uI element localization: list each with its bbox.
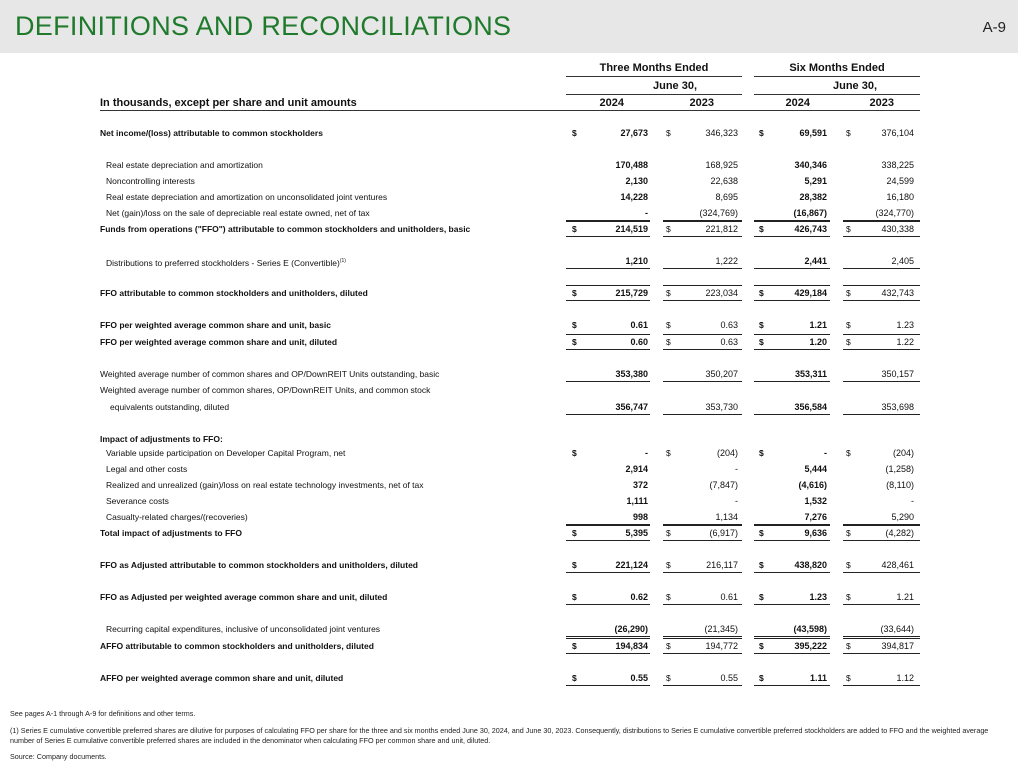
cell-value: -: [645, 448, 648, 458]
row-label: FFO as Adjusted attributable to common stockholders and unitholders, diluted: [100, 560, 418, 570]
row-label: Casualty-related charges/(recoveries): [106, 512, 248, 522]
cell-value: 338,225: [881, 160, 914, 170]
cell-value: 0.55: [630, 673, 648, 683]
row-label: Variable upside participation on Developer Capital Program, net: [106, 448, 346, 458]
cell-value: 214,519: [615, 224, 648, 234]
row-rule: [566, 653, 650, 654]
table-row: [0, 318, 1018, 332]
row-rule: [754, 236, 830, 237]
currency-symbol: $: [759, 337, 764, 347]
row-label: FFO as Adjusted per weighted average common share and unit, diluted: [100, 592, 388, 602]
currency-symbol: $: [666, 448, 671, 458]
currency-symbol: $: [666, 128, 671, 138]
currency-symbol: $: [759, 528, 764, 538]
row-rule: [566, 334, 650, 335]
row-rule: [566, 236, 650, 237]
footnote-see-pages: See pages A-1 through A-9 for definitions and other terms.: [10, 709, 196, 718]
row-rule: [754, 414, 830, 415]
currency-symbol: $: [572, 224, 577, 234]
row-rule: [566, 268, 650, 269]
cell-value: 1.23: [809, 592, 827, 602]
row-rule: [663, 334, 742, 335]
cell-value: 1,532: [804, 496, 827, 506]
cell-value: 215,729: [615, 288, 648, 298]
row-rule: [754, 685, 830, 686]
currency-symbol: $: [846, 288, 851, 298]
currency-symbol: $: [759, 128, 764, 138]
row-label: Legal and other costs: [106, 464, 188, 474]
cell-value: (33,644): [880, 624, 914, 634]
row-rule: [566, 381, 650, 382]
cell-value: 22,638: [710, 176, 738, 186]
currency-symbol: $: [572, 673, 577, 683]
row-label: FFO per weighted average common share and unit, basic: [100, 320, 331, 330]
row-label: Total impact of adjustments to FFO: [100, 528, 242, 538]
currency-symbol: $: [759, 288, 764, 298]
cell-value: 2,914: [625, 464, 648, 474]
row-label: Severance costs: [106, 496, 169, 506]
table-row: [0, 622, 1018, 636]
cell-value: 1.20: [809, 337, 827, 347]
currency-symbol: $: [846, 673, 851, 683]
table-row: [0, 174, 1018, 188]
col-header-3m-2024: 2024: [599, 97, 624, 109]
row-rule: [754, 300, 830, 301]
currency-symbol: $: [759, 224, 764, 234]
cell-value: (324,769): [699, 208, 738, 218]
row-rule: [663, 525, 742, 526]
currency-symbol: $: [846, 224, 851, 234]
table-row: [0, 446, 1018, 460]
cell-value: (324,770): [875, 208, 914, 218]
row-rule: [663, 604, 742, 605]
row-rule: [566, 604, 650, 605]
cell-value: 5,444: [804, 464, 827, 474]
row-rule: [754, 653, 830, 654]
cell-value: 28,382: [799, 192, 827, 202]
row-rule: [754, 268, 830, 269]
cell-value: 2,441: [804, 256, 827, 266]
row-label: Real estate depreciation and amortization on unconsolidated joint ventures: [106, 192, 388, 202]
currency-symbol: $: [759, 448, 764, 458]
row-rule: [663, 540, 742, 541]
cell-value: 1,111: [626, 496, 648, 506]
footnote-source: Source: Company documents.: [10, 752, 107, 761]
currency-symbol: $: [759, 592, 764, 602]
row-rule: [663, 268, 742, 269]
cell-value: 340,346: [794, 160, 827, 170]
currency-symbol: $: [572, 128, 577, 138]
row-rule: [754, 525, 830, 526]
cell-value: (4,282): [885, 528, 914, 538]
footnote-marker: (1): [339, 258, 346, 264]
row-label: FFO per weighted average common share and unit, diluted: [100, 337, 338, 347]
cell-value: 0.55: [720, 673, 738, 683]
row-rule: [754, 221, 830, 222]
cell-value: 1,210: [625, 256, 648, 266]
table-row: [0, 335, 1018, 349]
page-number: A-9: [982, 19, 1006, 36]
cell-value: (6,917): [709, 528, 738, 538]
cell-value: (204): [716, 448, 738, 458]
row-rule: [754, 636, 830, 637]
cell-value: 5,290: [891, 512, 914, 522]
cell-value: 1.23: [896, 320, 914, 330]
cell-value: 353,380: [615, 369, 648, 379]
row-rule: [566, 414, 650, 415]
cell-value: 216,117: [706, 560, 738, 570]
six-months-header: Six Months Ended: [789, 62, 885, 74]
table-row: [0, 158, 1018, 172]
row-rule: [663, 653, 742, 654]
col-header-3m-2023: 2023: [689, 97, 714, 109]
row-rule: [663, 414, 742, 415]
cell-value: 1.12: [896, 673, 914, 683]
row-rule: [663, 572, 742, 573]
row-rule: [843, 653, 920, 654]
row-rule: [663, 636, 742, 637]
table-row: [0, 190, 1018, 204]
row-rule: [754, 572, 830, 573]
three-months-header: Three Months Ended: [599, 62, 709, 74]
row-rule: [663, 685, 742, 686]
cell-value: 426,743: [794, 224, 827, 234]
table-row: [0, 383, 1018, 397]
row-rule: [754, 334, 830, 335]
cell-value: (16,867): [793, 208, 827, 218]
row-label: Real estate depreciation and amortization: [106, 160, 263, 170]
cell-value: 0.62: [630, 592, 648, 602]
row-label: Net income/(loss) attributable to common stockholders: [100, 128, 323, 138]
cell-value: (26,290): [614, 624, 648, 634]
cell-value: 353,698: [881, 402, 914, 412]
table-row: [0, 367, 1018, 381]
row-rule: [566, 685, 650, 686]
currency-symbol: $: [846, 128, 851, 138]
cell-value: 1.21: [809, 320, 827, 330]
cell-value: -: [911, 496, 914, 506]
currency-symbol: $: [666, 337, 671, 347]
row-rule: [843, 381, 920, 382]
currency-symbol: $: [572, 337, 577, 347]
table-row: [0, 462, 1018, 476]
cell-value: (4,616): [798, 480, 827, 490]
row-rule: [843, 685, 920, 686]
row-rule: [566, 221, 650, 222]
cell-value: 9,636: [804, 528, 827, 538]
row-rule: [663, 300, 742, 301]
cell-value: 350,157: [881, 369, 914, 379]
table-row: [0, 126, 1018, 140]
cell-value: 5,395: [625, 528, 648, 538]
row-rule: [663, 638, 742, 639]
currency-symbol: $: [666, 673, 671, 683]
header-bar: [0, 0, 1018, 53]
row-rule: [566, 638, 650, 639]
cell-value: 0.63: [720, 337, 738, 347]
col-header-6m-2023: 2023: [869, 97, 894, 109]
col-header-6m-2024: 2024: [785, 97, 810, 109]
row-label: Impact of adjustments to FFO:: [100, 434, 223, 444]
cell-value: 372: [632, 480, 648, 490]
cell-value: 346,323: [705, 128, 738, 138]
table-row: [0, 254, 1018, 268]
cell-value: 14,228: [620, 192, 648, 202]
table-row: [0, 286, 1018, 300]
cell-value: 0.61: [630, 320, 648, 330]
row-rule: [754, 604, 830, 605]
table-row: [0, 510, 1018, 524]
cell-value: 394,817: [881, 641, 914, 651]
row-rule: [843, 604, 920, 605]
row-rule: [663, 236, 742, 237]
currency-symbol: $: [666, 288, 671, 298]
currency-symbol: $: [666, 592, 671, 602]
cell-value: 1,222: [715, 256, 738, 266]
six-months-date: June 30,: [832, 80, 878, 92]
row-label: equivalents outstanding, diluted: [110, 402, 230, 412]
table-row: [0, 222, 1018, 236]
currency-symbol: $: [572, 448, 577, 458]
row-label: FFO attributable to common stockholders and unitholders, diluted: [100, 288, 368, 298]
row-rule: [566, 349, 650, 350]
cell-value: (204): [892, 448, 914, 458]
row-label: Recurring capital expenditures, inclusive of unconsolidated joint ventures: [106, 624, 381, 634]
table-row: [0, 590, 1018, 604]
table-row: [0, 526, 1018, 540]
cell-value: 168,925: [705, 160, 738, 170]
three-months-date: June 30,: [652, 80, 698, 92]
unit-label: In thousands, except per share and unit amounts: [100, 97, 357, 109]
table-row: [0, 432, 1018, 446]
footnote-1: (1) Series E cumulative convertible preferred shares are dilutive for purposes of calculating FFO per share for the three and six months ended June 30, 2024, and June 30, 2023. Consequently, distributions to Series E cumulative convertible preferred stockholders are added to FFO and the weighted average number of Series E cumulative convertible preferred shares are included in the denominator when calculating FFO per common share and unit, diluted.: [10, 726, 989, 745]
currency-symbol: $: [759, 673, 764, 683]
cell-value: (8,110): [886, 480, 914, 490]
cell-value: -: [824, 448, 827, 458]
page-title: DEFINITIONS AND RECONCILIATIONS: [15, 11, 512, 41]
cell-value: 429,184: [794, 288, 827, 298]
cell-value: (1,258): [885, 464, 914, 474]
row-rule: [843, 636, 920, 637]
row-label: Distributions to preferred stockholders - Series E (Convertible)$^{(1)}$: [106, 257, 346, 268]
row-label: Noncontrolling interests: [106, 176, 195, 186]
currency-symbol: $: [572, 560, 577, 570]
row-label: Weighted average number of common shares, OP/DownREIT Units, and common stock: [100, 385, 431, 395]
cell-value: 376,104: [881, 128, 914, 138]
cell-value: 353,730: [705, 402, 738, 412]
six-months-date-underline: [754, 94, 920, 95]
row-rule: [843, 525, 920, 526]
cell-value: -: [645, 208, 648, 218]
cell-value: (21,345): [704, 624, 738, 634]
cell-value: 438,820: [794, 560, 827, 570]
row-rule: [843, 221, 920, 222]
cell-value: 2,405: [891, 256, 914, 266]
three-months-date-underline: [566, 94, 742, 95]
cell-value: 194,772: [705, 641, 738, 651]
row-label: AFFO per weighted average common share and unit, diluted: [100, 673, 344, 683]
row-label: AFFO attributable to common stockholders and unitholders, diluted: [100, 641, 374, 651]
currency-symbol: $: [846, 320, 851, 330]
cell-value: -: [735, 464, 738, 474]
row-rule: [843, 414, 920, 415]
row-rule: [663, 381, 742, 382]
row-rule: [566, 572, 650, 573]
cell-value: 1.21: [896, 592, 914, 602]
row-rule: [843, 540, 920, 541]
cell-value: 194,834: [615, 641, 648, 651]
row-rule: [566, 300, 650, 301]
currency-symbol: $: [572, 592, 577, 602]
currency-symbol: $: [759, 560, 764, 570]
cell-value: 221,812: [705, 224, 738, 234]
cell-value: 353,311: [794, 369, 827, 379]
cell-value: 1.22: [896, 337, 914, 347]
header-rule: [100, 110, 920, 111]
cell-value: 223,034: [705, 288, 738, 298]
row-rule: [754, 349, 830, 350]
cell-value: 350,207: [705, 369, 738, 379]
cell-value: 356,747: [615, 402, 648, 412]
table-row: [0, 558, 1018, 572]
row-rule: [843, 349, 920, 350]
row-rule: [843, 285, 920, 286]
cell-value: 356,584: [794, 402, 827, 412]
cell-value: 16,180: [886, 192, 914, 202]
cell-value: 0.63: [720, 320, 738, 330]
cell-value: -: [735, 496, 738, 506]
row-rule: [754, 540, 830, 541]
row-rule: [843, 334, 920, 335]
cell-value: 998: [632, 512, 648, 522]
row-rule: [663, 285, 742, 286]
row-label: Realized and unrealized (gain)/loss on real estate technology investments, net of tax: [106, 480, 424, 490]
currency-symbol: $: [846, 337, 851, 347]
row-rule: [566, 540, 650, 541]
currency-symbol: $: [759, 641, 764, 651]
cell-value: 428,461: [881, 560, 914, 570]
currency-symbol: $: [666, 641, 671, 651]
row-rule: [754, 638, 830, 639]
table-row: [0, 671, 1018, 685]
cell-value: 5,291: [804, 176, 827, 186]
cell-value: 8,695: [715, 192, 738, 202]
cell-value: 170,488: [615, 160, 648, 170]
table-row: [0, 494, 1018, 508]
currency-symbol: $: [572, 320, 577, 330]
currency-symbol: $: [666, 224, 671, 234]
three-months-underline: [566, 76, 742, 77]
cell-value: 1,134: [715, 512, 738, 522]
row-rule: [843, 572, 920, 573]
row-rule: [843, 268, 920, 269]
cell-value: (43,598): [793, 624, 827, 634]
cell-value: 7,276: [804, 512, 827, 522]
row-rule: [663, 349, 742, 350]
currency-symbol: $: [666, 528, 671, 538]
row-label: Funds from operations ("FFO") attributable to common stockholders and unitholders, basic: [100, 224, 471, 234]
currency-symbol: $: [666, 560, 671, 570]
row-label: Net (gain)/loss on the sale of depreciable real estate owned, net of tax: [106, 208, 370, 218]
cell-value: 69,591: [799, 128, 827, 138]
currency-symbol: $: [572, 528, 577, 538]
currency-symbol: $: [846, 528, 851, 538]
cell-value: 0.61: [720, 592, 738, 602]
row-label: Weighted average number of common shares and OP/DownREIT Units outstanding, basic: [100, 369, 440, 379]
cell-value: 432,743: [881, 288, 914, 298]
cell-value: 395,222: [794, 641, 827, 651]
currency-symbol: $: [846, 592, 851, 602]
currency-symbol: $: [666, 320, 671, 330]
cell-value: 0.60: [630, 337, 648, 347]
six-months-underline: [754, 76, 920, 77]
row-rule: [566, 636, 650, 637]
currency-symbol: $: [759, 320, 764, 330]
cell-value: 27,673: [620, 128, 648, 138]
currency-symbol: $: [846, 560, 851, 570]
currency-symbol: $: [846, 641, 851, 651]
cell-value: 221,124: [615, 560, 648, 570]
cell-value: 1.11: [809, 673, 827, 683]
row-rule: [843, 638, 920, 639]
currency-symbol: $: [572, 288, 577, 298]
cell-value: 24,599: [886, 176, 914, 186]
table-row: [0, 206, 1018, 220]
table-row: [0, 639, 1018, 653]
row-rule: [566, 525, 650, 526]
currency-symbol: $: [572, 641, 577, 651]
table-row: [0, 400, 1018, 414]
cell-value: (7,847): [709, 480, 738, 490]
row-rule: [663, 221, 742, 222]
row-rule: [754, 285, 830, 286]
currency-symbol: $: [846, 448, 851, 458]
row-rule: [843, 236, 920, 237]
cell-value: 2,130: [625, 176, 648, 186]
cell-value: 430,338: [881, 224, 914, 234]
row-rule: [754, 381, 830, 382]
table-row: [0, 478, 1018, 492]
row-rule: [843, 300, 920, 301]
row-rule: [566, 285, 650, 286]
